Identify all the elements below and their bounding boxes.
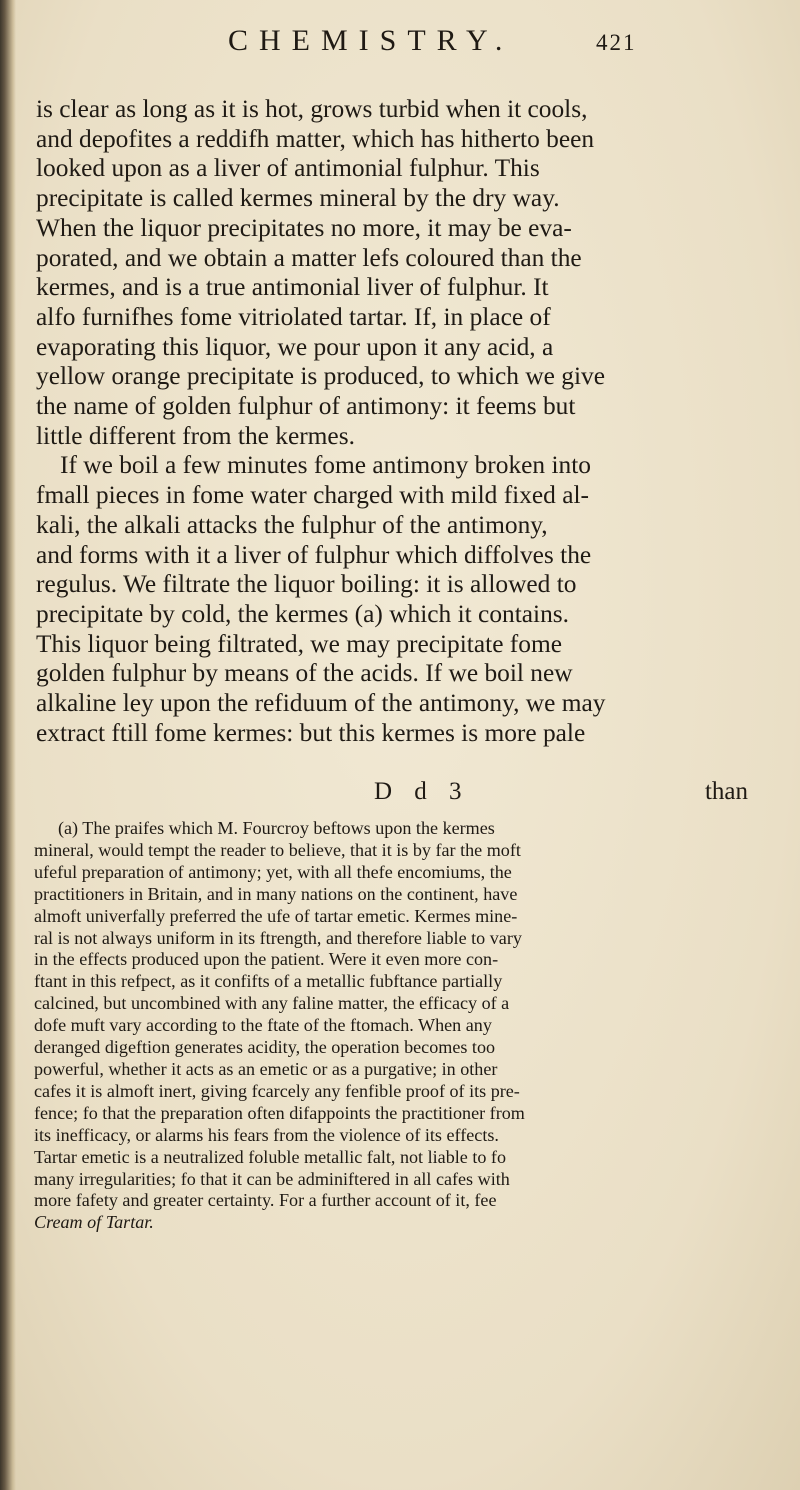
footnote: [34, 818, 750, 1234]
signature-mark: D d 3: [374, 778, 470, 805]
text-line: is clear as long as it is hot, grows turbid when it cools,: [36, 95, 588, 123]
footnote-line: dofe muft vary according to the ftate of the ftomach. When any: [34, 1015, 492, 1036]
text-line: alkaline ley upon the refiduum of the antimony, we may: [36, 689, 606, 718]
footnote-line: in the effects produced upon the patient. Were it even more con-: [34, 949, 499, 970]
footnote-line: mineral, would tempt the reader to believe, that it is by far the moft: [34, 839, 521, 860]
running-title: CHEMISTRY.: [228, 24, 514, 57]
text-line: evaporating this liquor, we pour upon it any acid, a: [36, 332, 554, 361]
footnote-line: Cream of Tartar.: [34, 1212, 154, 1233]
text-line: If we boil a few minutes fome antimony broken into: [60, 451, 591, 480]
footnote-line: deranged digeftion generates acidity, the operation becomes too: [34, 1037, 496, 1058]
footnote-line: almoft univerfally preferred the ufe of tartar emetic. Kermes mine-: [34, 905, 518, 926]
footnote-line: practitioners in Britain, and in many nations on the continent, have: [34, 883, 518, 904]
footnote-line: its inefficacy, or alarms his fears from the violence of its effects.: [34, 1124, 499, 1145]
footnote-line: ral is not always uniform in its ftrength, and therefore liable to vary: [34, 927, 522, 948]
catchword: than: [704, 778, 748, 805]
footnote-line: fence; fo that the preparation often difappoints the practitioner from: [34, 1102, 525, 1123]
text-line: little different from the kermes.: [36, 421, 355, 450]
page-number: 421: [596, 30, 637, 55]
text-line: alfo furnifhes fome vitriolated tartar. If, in place of: [36, 302, 551, 331]
text-line: and depofites a reddifh matter, which has hitherto been: [36, 124, 595, 153]
text-line: precipitate by cold, the kermes (a) which it contains.: [36, 599, 570, 628]
footnote-line: cafes it is almoft inert, giving fcarcely any fenfible proof of its pre-: [34, 1080, 520, 1101]
text-line: and forms with it a liver of fulphur which diffolves the: [36, 540, 592, 569]
footnote-line: ufeful preparation of antimony; yet, with all thefe encomiums, the: [34, 861, 512, 882]
text-line: fmall pieces in fome water charged with mild fixed al-: [36, 481, 589, 510]
text-line: porated, and we obtain a matter lefs coloured than the: [36, 243, 582, 272]
footnote-line: powerful, whether it acts as an emetic or as a purgative; in other: [34, 1058, 498, 1079]
signature-line: [36, 778, 748, 810]
main-text: [36, 95, 748, 748]
text-line: When the liquor precipitates no more, it may be eva-: [36, 213, 572, 242]
text-line: looked upon as a liver of antimonial fulphur. This: [36, 154, 540, 183]
text-line: golden fulphur by means of the acids. If we boil new: [36, 659, 573, 688]
text-line: regulus. We filtrate the liquor boiling: it is allowed to: [36, 570, 577, 599]
text-line: yellow orange precipitate is produced, to which we give: [36, 362, 605, 391]
text-line: extract ftill fome kermes: but this kermes is more pale: [36, 718, 586, 747]
footnote-line: Tartar emetic is a neutralized foluble metallic falt, not liable to fo: [34, 1146, 506, 1167]
footnote-line: (a) The praifes which M. Fourcroy beftows upon the kermes: [58, 818, 495, 838]
text-line: the name of golden fulphur of antimony: it feems but: [36, 392, 576, 421]
text-line: kermes, and is a true antimonial liver of fulphur. It: [36, 273, 549, 302]
page-header: [0, 20, 800, 70]
footnote-line: ftant in this refpect, as it confifts of a metallic fubftance partially: [34, 971, 503, 992]
page-gutter-shadow: [0, 0, 16, 1490]
text-line: precipitate is called kermes mineral by the dry way.: [36, 184, 560, 213]
footnote-line: more fafety and greater certainty. For a further account of it, fee: [34, 1190, 497, 1211]
text-line: This liquor being filtrated, we may precipitate fome: [36, 629, 562, 658]
footnote-line: many irregularities; fo that it can be adminiftered in all cafes with: [34, 1168, 510, 1189]
footnote-line: calcined, but uncombined with any faline matter, the efficacy of a: [34, 993, 510, 1014]
text-line: kali, the alkali attacks the fulphur of the antimony,: [36, 510, 548, 539]
